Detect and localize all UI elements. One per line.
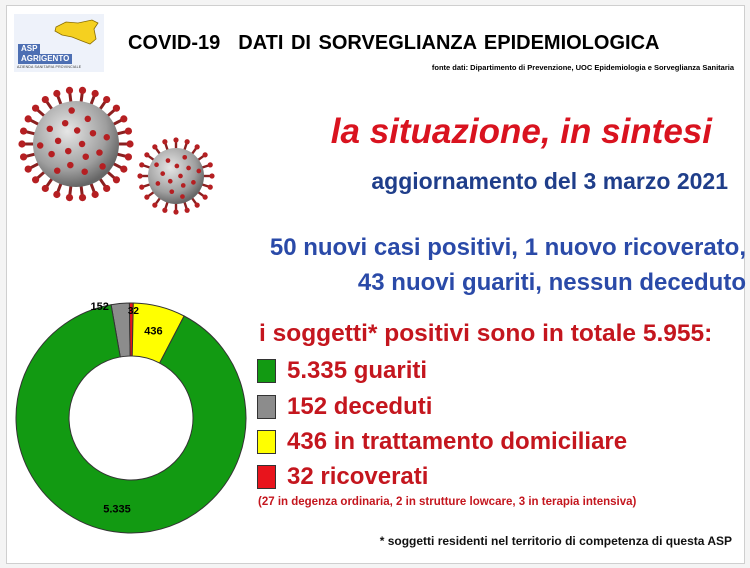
- virus-surface-spot: [96, 149, 102, 155]
- virus-spike-tip: [113, 176, 120, 183]
- virus-surface-spot: [168, 179, 173, 184]
- virus-surface-spot: [156, 181, 161, 186]
- virus-surface-spot: [186, 166, 191, 171]
- donut-chart: [0, 290, 260, 540]
- virus-surface-spot: [47, 126, 53, 132]
- donut-label-trattamento-domiciliare: 436: [144, 325, 163, 338]
- virus-surface-spot: [160, 171, 165, 176]
- logo-line3: AZIENDA SANITARIA PROVINCIALE: [17, 65, 82, 69]
- virus-spike-tip: [32, 105, 39, 112]
- virus-surface-spot: [65, 148, 71, 154]
- virus-spike-tip: [139, 162, 144, 167]
- data-source: fonte dati: Dipartimento di Prevenzione, UOC Epidemiologia e Sorveglianza Sanitaria: [431, 63, 734, 72]
- hospitalized-detail-note: (27 in degenza ordinaria, 2 in strutture lowcare, 3 in terapia intensiva): [258, 496, 637, 508]
- virus-surface-spot: [169, 189, 174, 194]
- virus-spike-tip: [126, 140, 133, 147]
- virus-surface-spot: [181, 183, 186, 188]
- virus-surface-spot: [68, 107, 74, 113]
- virus-spike-tip: [66, 194, 73, 201]
- virus-spike-tip: [125, 127, 132, 134]
- positive-total: i soggetti* positivi sono in totale 5.955:: [259, 320, 713, 347]
- footnote: * soggetti residenti nel territorio di competenza di questa ASP: [379, 534, 732, 548]
- virus-spike-tip: [20, 153, 27, 160]
- virus-surface-spot: [54, 167, 60, 173]
- virus-spike-tip: [53, 191, 60, 198]
- virus-spike-tip: [125, 153, 132, 160]
- virus-spike-tip: [152, 203, 157, 208]
- update-date: aggiornamento del 3 marzo 2021: [371, 168, 728, 194]
- virus-spike-tip: [137, 173, 142, 178]
- virus-spike-tip: [103, 96, 110, 103]
- virus-spike-tip: [120, 115, 127, 122]
- virus-spike-tip: [20, 127, 27, 134]
- virus-spike-tip: [162, 208, 167, 213]
- legend-label-ricoverati: 32 ricoverati: [287, 463, 429, 490]
- virus-surface-spot: [175, 164, 180, 169]
- virus-spike-tip: [209, 173, 214, 178]
- virus-surface-spot: [85, 116, 91, 122]
- virus-surface-spot: [37, 142, 43, 148]
- virus-spike-tip: [53, 90, 60, 97]
- virus-spike-tip: [32, 176, 39, 183]
- virus-surface-spot: [48, 151, 54, 157]
- virus-spike-tip: [208, 185, 213, 190]
- headline: la situazione, in sintesi: [330, 112, 712, 151]
- virus-surface-spot: [191, 180, 196, 185]
- legend-label-guariti: 5.335 guariti: [287, 357, 428, 384]
- donut-label-ricoverati: 32: [127, 306, 139, 317]
- virus-surface-spot: [154, 162, 159, 167]
- virus-spike-tip: [92, 191, 99, 198]
- virus-small-icon: [136, 136, 216, 216]
- virus-surface-spot: [74, 127, 80, 133]
- virus-spike-tip: [103, 185, 110, 192]
- virus-spike-tip: [195, 144, 200, 149]
- virus-spike-tip: [195, 203, 200, 208]
- virus-surface-spot: [62, 120, 68, 126]
- virus-spike-tip: [185, 208, 190, 213]
- virus-spike-tip: [113, 105, 120, 112]
- virus-spike-tip: [25, 165, 32, 172]
- donut-label-deceduti: 152: [90, 301, 109, 313]
- virus-surface-spot: [180, 194, 185, 199]
- virus-surface-spot: [166, 158, 171, 163]
- virus-spike-tip: [173, 137, 178, 142]
- virus-spike-tip: [120, 165, 127, 172]
- virus-spike-tip: [144, 195, 149, 200]
- title-covid: COVID-19: [128, 32, 221, 54]
- virus-spike-tip: [79, 194, 86, 201]
- virus-surface-spot: [99, 163, 105, 169]
- virus-spike-tip: [139, 185, 144, 190]
- virus-surface-spot: [81, 168, 87, 174]
- virus-large-icon: [16, 84, 136, 204]
- virus-surface-spot: [79, 141, 85, 147]
- virus-spike-tip: [185, 139, 190, 144]
- virus-surface-spot: [196, 169, 201, 174]
- virus-surface-spot: [104, 134, 110, 140]
- logo-line2: AGRIGENTO: [18, 54, 72, 64]
- virus-spike-tip: [18, 140, 25, 147]
- asp-agrigento-logo: [14, 14, 104, 72]
- virus-spike-tip: [92, 90, 99, 97]
- sicily-map-icon: [52, 17, 100, 47]
- virus-spike-tip: [42, 185, 49, 192]
- virus-surface-spot: [90, 130, 96, 136]
- virus-spike-tip: [208, 162, 213, 167]
- title-sorveglianza: DATI DI SORVEGLIANZA EPIDEMIOLOGICA: [238, 32, 660, 54]
- virus-spike-tip: [203, 195, 208, 200]
- virus-surface-spot: [178, 174, 183, 179]
- virus-spike-tip: [42, 96, 49, 103]
- news-line-2: 43 nuovi guariti, nessun deceduto: [357, 269, 746, 296]
- logo-line1: ASP: [18, 44, 40, 54]
- virus-surface-spot: [182, 155, 187, 160]
- virus-surface-spot: [55, 138, 61, 144]
- virus-surface-spot: [67, 162, 73, 168]
- virus-spike-tip: [152, 144, 157, 149]
- page-title: [128, 32, 659, 55]
- virus-spike-tip: [203, 152, 208, 157]
- virus-surface-spot: [83, 153, 89, 159]
- virus-spike-tip: [173, 209, 178, 214]
- virus-spike-tip: [162, 139, 167, 144]
- virus-spike-tip: [79, 87, 86, 94]
- virus-spike-tip: [25, 115, 32, 122]
- legend-label-deceduti: 152 deceduti: [287, 393, 433, 420]
- virus-spike-tip: [66, 87, 73, 94]
- virus-spike-tip: [144, 152, 149, 157]
- donut-label-guariti: 5.335: [103, 503, 131, 516]
- legend-label-domiciliare: 436 in trattamento domiciliare: [287, 428, 628, 455]
- news-line-1: 50 nuovi casi positivi, 1 nuovo ricoverato,: [269, 234, 746, 261]
